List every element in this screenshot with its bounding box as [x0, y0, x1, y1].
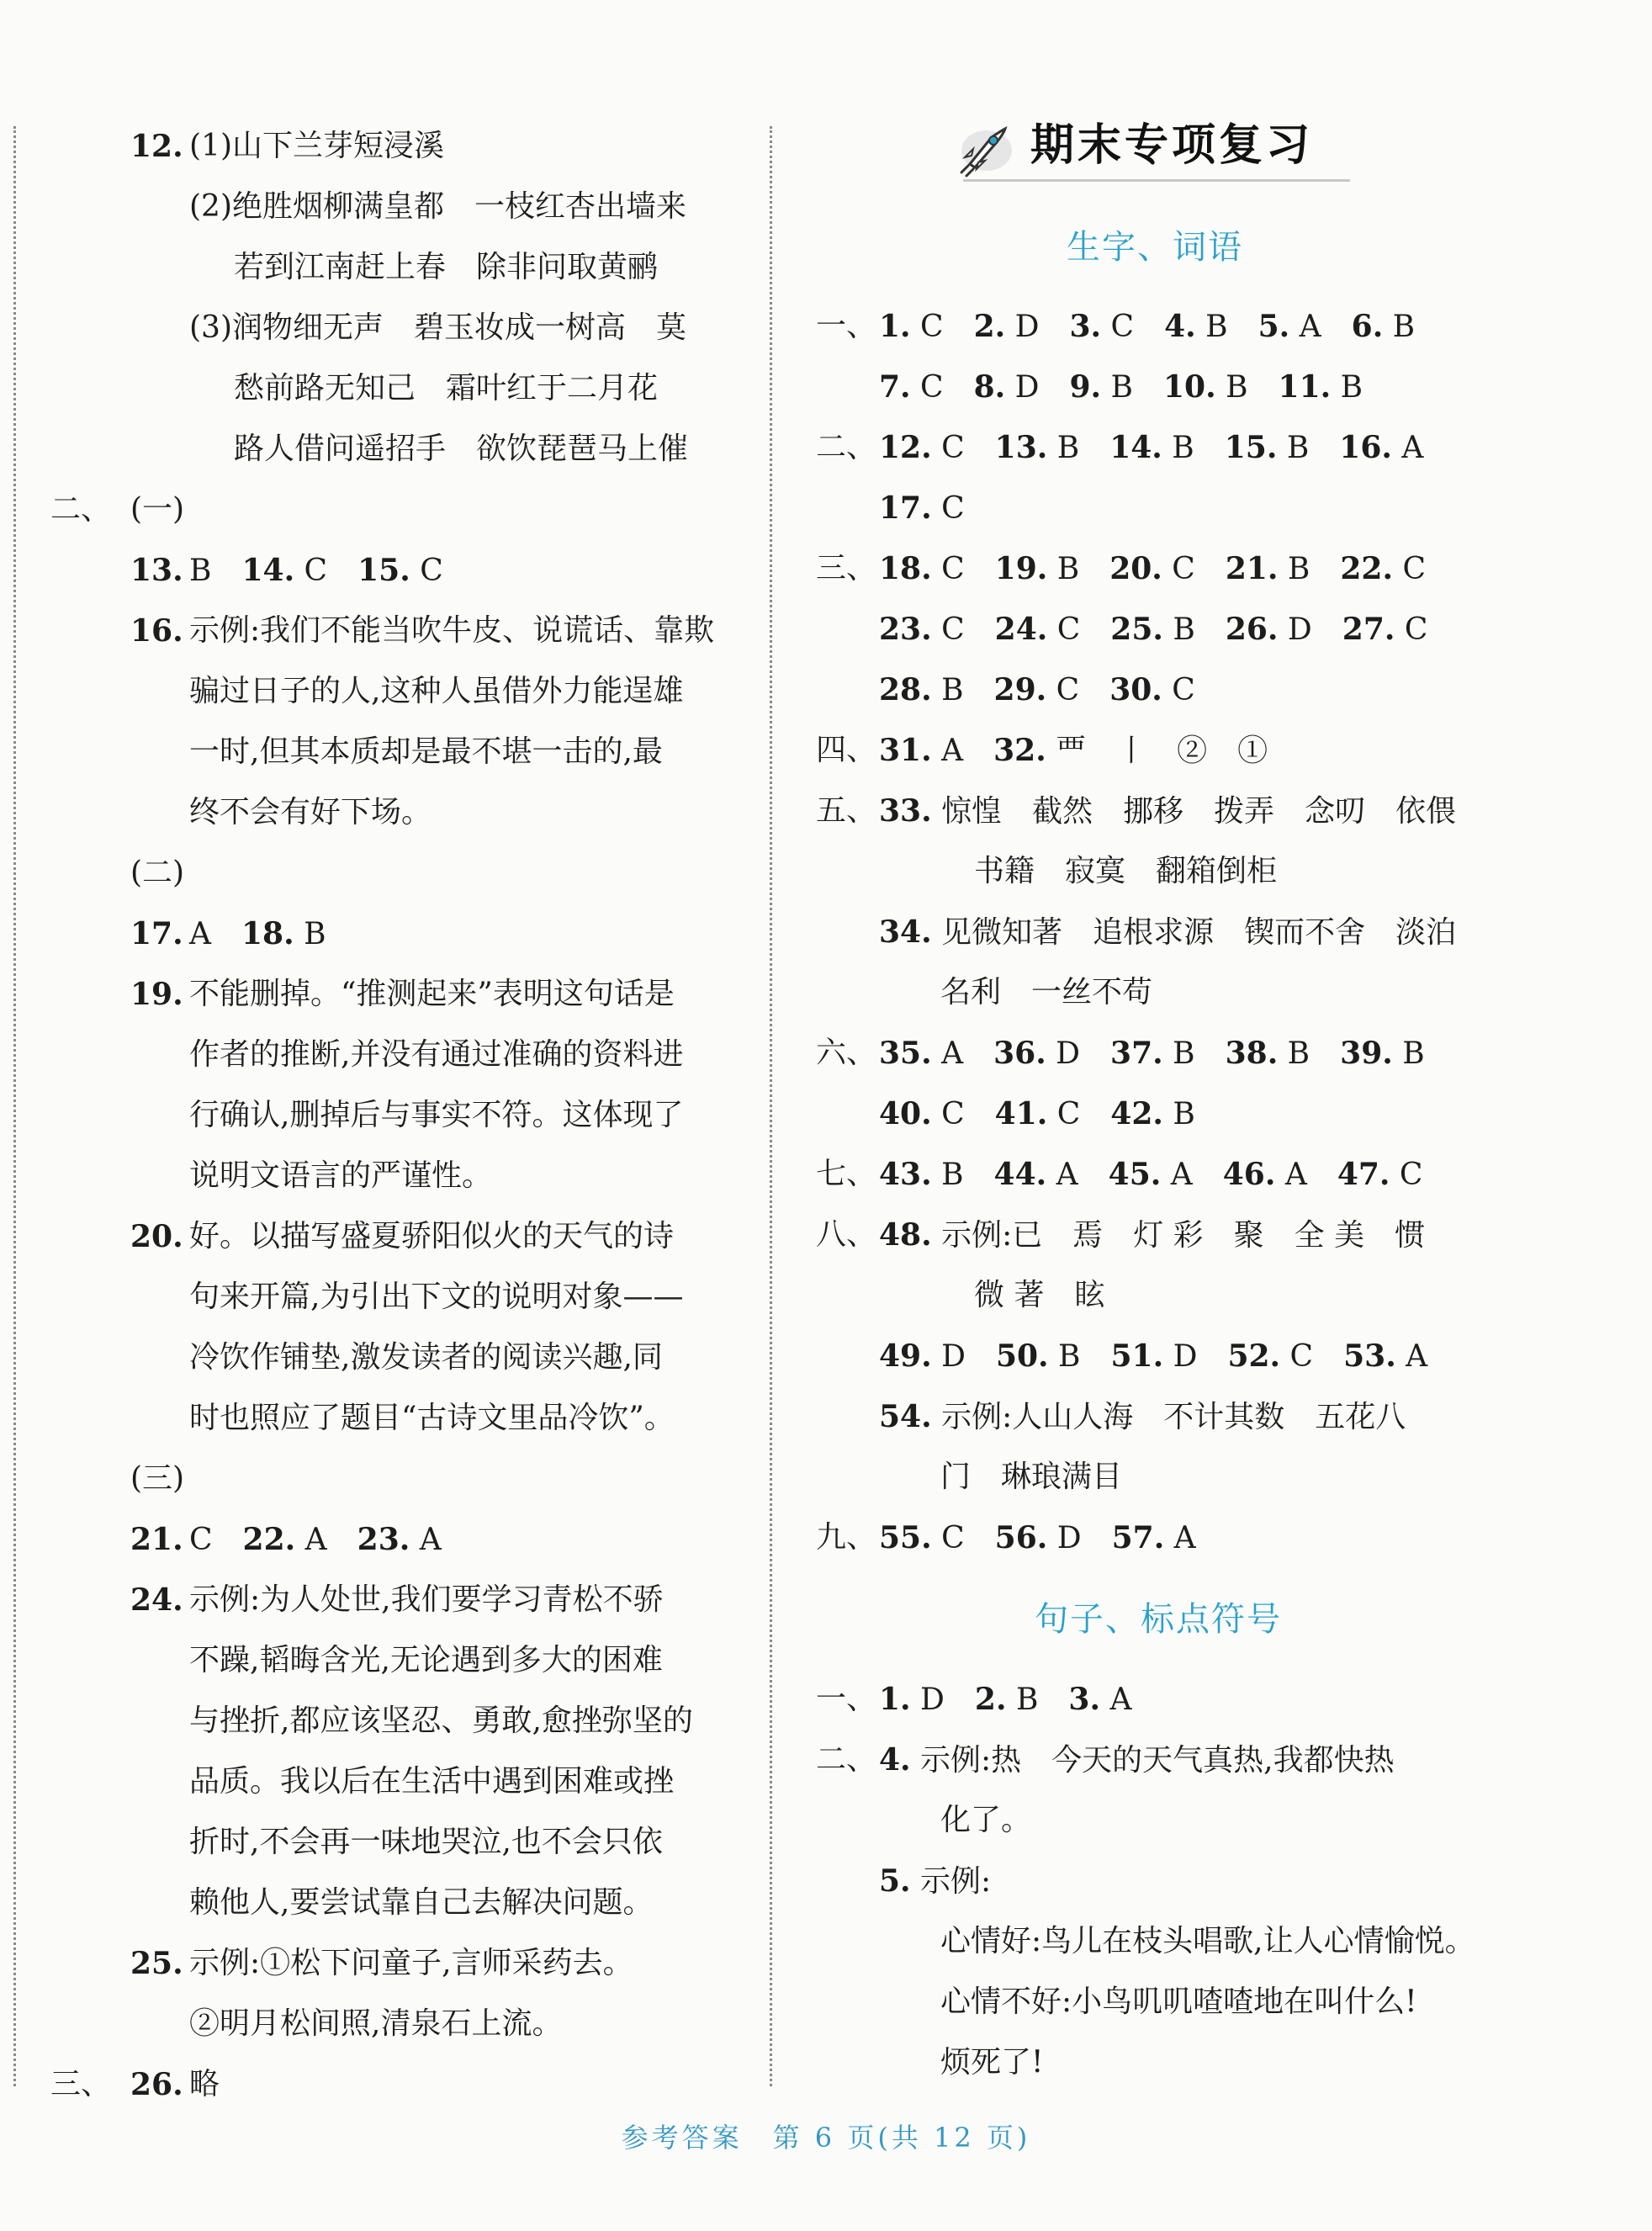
- answer-line: [816, 2032, 1506, 2093]
- answer-text: 33. 惊惶 截然 挪移 拨弄 念叨 依偎: [879, 793, 1457, 829]
- right-column-sentences: [816, 1669, 1506, 2093]
- answer-line: [816, 1911, 1506, 1972]
- answer-line: [816, 902, 1506, 962]
- answer-line: [50, 964, 749, 1025]
- answer-line: [816, 1508, 1506, 1568]
- answer-line: [50, 358, 749, 419]
- question-number: 12.: [130, 129, 183, 164]
- question-number: 16.: [130, 613, 183, 649]
- answer-text: (三): [130, 1461, 185, 1496]
- answer-text: 示例:我们不能当吹牛皮、说谎话、靠欺: [189, 613, 715, 648]
- answer-line: [816, 1447, 1506, 1508]
- answer-line: [816, 599, 1506, 660]
- answer-text: 心情不好:小鸟叽叽喳喳地在叫什么!: [940, 1985, 1417, 2019]
- answer-text: 说明文语言的严谨性。: [189, 1158, 493, 1193]
- answer-text: 好。以描写盛夏骄阳似火的天气的诗: [189, 1219, 675, 1253]
- answer-text: 书籍 寂寞 翻箱倒柜: [974, 854, 1278, 888]
- answer-line: [816, 1730, 1506, 1790]
- answer-line: [50, 661, 749, 722]
- answer-line: [816, 841, 1506, 902]
- answer-text: 55. C 56. D 57. A: [879, 1520, 1196, 1555]
- answer-text: 不能删掉。“推测起来”表明这句话是: [189, 977, 675, 1011]
- answer-line: [50, 2054, 749, 2115]
- question-number: 13.: [130, 553, 183, 588]
- answer-text: B 14. C 15. C: [189, 553, 443, 588]
- answer-text: 化了。: [940, 1803, 1032, 1837]
- section-number: 一、: [816, 1682, 877, 1716]
- answer-line: [816, 720, 1506, 781]
- title-underline: [963, 179, 1350, 182]
- answer-line: [50, 1267, 749, 1327]
- answer-text: 略: [189, 2067, 220, 2101]
- answer-text: 31. A 32. 覀 丨 ② ①: [879, 733, 1268, 768]
- section-number: 一、: [816, 309, 877, 343]
- section-number: 三、: [816, 551, 877, 586]
- left-column: [50, 116, 749, 2115]
- section-number: 六、: [816, 1036, 877, 1070]
- answer-text: 23. C 24. C 25. B 26. D 27. C: [879, 612, 1428, 647]
- answer-text: 12. C 13. B 14. B 15. B 16. A: [879, 430, 1424, 465]
- question-number: 19.: [130, 977, 183, 1012]
- answer-text: A 18. B: [189, 916, 326, 951]
- answer-line: [50, 843, 749, 904]
- section-number: 八、: [816, 1217, 877, 1252]
- rocket-icon: [955, 119, 1015, 179]
- answer-line: [50, 1025, 749, 1085]
- answer-line: [50, 1812, 749, 1873]
- answer-line: [816, 538, 1506, 599]
- section-number: 三、: [50, 2067, 112, 2101]
- answer-line: [50, 1388, 749, 1449]
- answer-text: 赖他人,要尝试靠自己去解决问题。: [189, 1885, 654, 1920]
- answer-text: 40. C 41. C 42. B: [879, 1096, 1195, 1131]
- answer-text: 微 著 眩: [974, 1278, 1105, 1312]
- page-footer: 参考答案 第 6 页(共 12 页): [621, 2122, 1031, 2154]
- section-number: 二、: [816, 430, 877, 464]
- answer-line: [50, 1206, 749, 1267]
- answer-text: 心情好:鸟儿在枝头唱歌,让人心情愉悦。: [940, 1924, 1475, 1958]
- answer-line: [50, 1085, 749, 1146]
- column-divider: [770, 126, 772, 2086]
- section-number: 五、: [816, 793, 877, 828]
- question-number: 20.: [130, 1219, 183, 1254]
- answer-text: 1. D 2. B 3. A: [879, 1682, 1132, 1717]
- answer-text: (2)绝胜烟柳满皇都 一枝红杏出墙来: [189, 189, 686, 224]
- answer-text: 品质。我以后在生活中遇到困难或挫: [189, 1764, 675, 1799]
- answer-line: [816, 417, 1506, 478]
- answer-text: 一时,但其本质却是最不堪一击的,最: [189, 734, 663, 769]
- page-header: [955, 114, 1350, 181]
- answer-line: [50, 601, 749, 661]
- answer-line: [816, 1669, 1506, 1730]
- answer-text: 冷饮作铺垫,激发读者的阅读兴趣,同: [189, 1340, 663, 1375]
- right-column-vocabulary: [816, 296, 1506, 1568]
- answer-text: 49. D 50. B 51. D 52. C 53. A: [879, 1338, 1428, 1374]
- answer-line: [816, 478, 1506, 538]
- answer-text: (3)润物细无声 碧玉妆成一树高 莫: [189, 310, 686, 345]
- answer-line: [50, 1570, 749, 1630]
- answer-text: 7. C 8. D 9. B 10. B 11. B: [879, 369, 1363, 405]
- left-margin-rule: [13, 126, 16, 2086]
- answer-text: 路人借问遥招手 欲饮琵琶马上催: [234, 432, 689, 466]
- section-number: 九、: [816, 1520, 877, 1555]
- section-number: 七、: [816, 1157, 877, 1191]
- answer-line: [50, 1630, 749, 1691]
- answer-text: C 22. A 23. A: [189, 1522, 442, 1557]
- answer-line: [50, 1509, 749, 1570]
- answer-text: ②明月松间照,清泉石上流。: [189, 2006, 563, 2041]
- answer-line: [50, 1751, 749, 1812]
- section-number: 二、: [816, 1742, 877, 1777]
- question-number: 25.: [130, 1946, 183, 1981]
- answer-line: [50, 904, 749, 964]
- answer-line: [50, 782, 749, 843]
- answer-line: [816, 962, 1506, 1023]
- answer-text: 名利 一丝不苟: [940, 975, 1153, 1010]
- answer-line: [816, 296, 1506, 357]
- section-number: 四、: [816, 733, 877, 767]
- answer-text: 54. 示例:人山人海 不计其数 五花八: [879, 1399, 1406, 1434]
- answer-text: 时也照应了题目“古诗文里品冷饮”。: [189, 1401, 675, 1435]
- answer-text: 18. C 19. B 20. C 21. B 22. C: [879, 551, 1427, 586]
- answer-line: [50, 722, 749, 782]
- question-number: 17.: [130, 916, 183, 951]
- answer-text: 若到江南赶上春 除非问取黄鹂: [234, 250, 659, 284]
- answer-line: [816, 1084, 1506, 1144]
- answer-text: 34. 见微知著 追根求源 锲而不舍 淡泊: [879, 914, 1457, 950]
- answer-text: 28. B 29. C 30. C: [879, 672, 1195, 707]
- answer-line: [816, 1972, 1506, 2032]
- answer-text: 门 琳琅满目: [940, 1460, 1123, 1494]
- question-number: 26.: [130, 2067, 183, 2102]
- answer-line: [816, 1326, 1506, 1386]
- answer-text: 1. C 2. D 3. C 4. B 5. A 6. B: [879, 309, 1416, 344]
- answer-line: [816, 781, 1506, 841]
- answer-line: [816, 1851, 1506, 1911]
- answer-text: 4. 示例:热 今天的天气真热,我都快热: [879, 1742, 1395, 1778]
- answer-text: 43. B 44. A 45. A 46. A 47. C: [879, 1157, 1423, 1192]
- answer-text: 作者的推断,并没有通过准确的资料进: [189, 1037, 684, 1072]
- answer-text: 行确认,删掉后与事实不符。这体现了: [189, 1098, 684, 1132]
- answer-text: 骗过日子的人,这种人虽借外力能逞雄: [189, 674, 684, 708]
- answer-line: [816, 1144, 1506, 1205]
- answer-text: 示例:为人处世,我们要学习青松不骄: [189, 1582, 664, 1617]
- answer-text: 愁前路无知己 霜叶红于二月花: [234, 371, 659, 405]
- question-number: 21.: [130, 1522, 183, 1557]
- answer-line: [50, 1933, 749, 1994]
- answer-text: 与挫折,都应该坚忍、勇敢,愈挫弥坚的: [189, 1704, 693, 1738]
- answer-line: [816, 357, 1506, 417]
- answer-text: 终不会有好下场。: [189, 795, 432, 829]
- answer-text: 17. C: [879, 490, 965, 526]
- answer-line: [50, 1449, 749, 1509]
- section-number: 二、: [50, 492, 112, 527]
- answer-line: [816, 1386, 1506, 1447]
- answer-line: [50, 298, 749, 358]
- section-title-sentences: 句子、标点符号: [1035, 1600, 1282, 1639]
- answer-line: [50, 1146, 749, 1206]
- answer-text: 句来开篇,为引出下文的说明对象——: [189, 1280, 684, 1314]
- answer-text: 5. 示例:: [879, 1863, 992, 1899]
- answer-line: [50, 419, 749, 480]
- answer-line: [816, 1265, 1506, 1326]
- answer-line: [816, 1205, 1506, 1265]
- page-title: 期末专项复习: [1030, 120, 1314, 171]
- answer-text: 折时,不会再一味地哭泣,也不会只依: [189, 1825, 663, 1859]
- answer-line: [50, 1327, 749, 1388]
- section-title-vocabulary: 生字、词语: [1067, 228, 1243, 267]
- answer-line: [50, 1873, 749, 1933]
- answer-text: 48. 示例:已 焉 灯 彩 聚 全 美 惯: [879, 1217, 1426, 1253]
- answer-line: [50, 116, 749, 177]
- answer-line: [50, 1691, 749, 1751]
- answer-line: [50, 480, 749, 540]
- answer-line: [50, 177, 749, 237]
- answer-text: (一): [130, 492, 185, 527]
- answer-text: (1)山下兰芽短浸溪: [189, 129, 444, 163]
- answer-text: 不躁,韬晦含光,无论遇到多大的困难: [189, 1643, 663, 1677]
- answer-text: 35. A 36. D 37. B 38. B 39. B: [879, 1036, 1425, 1071]
- answer-line: [816, 660, 1506, 720]
- answer-line: [50, 540, 749, 601]
- answer-line: [50, 237, 749, 298]
- answer-line: [816, 1790, 1506, 1851]
- answer-line: [816, 1023, 1506, 1084]
- answer-line: [50, 1994, 749, 2054]
- answer-text: 烦死了!: [940, 2045, 1044, 2080]
- answer-text: 示例:①松下问童子,言师采药去。: [189, 1946, 633, 1980]
- answer-text: (二): [130, 856, 185, 890]
- question-number: 24.: [130, 1582, 183, 1618]
